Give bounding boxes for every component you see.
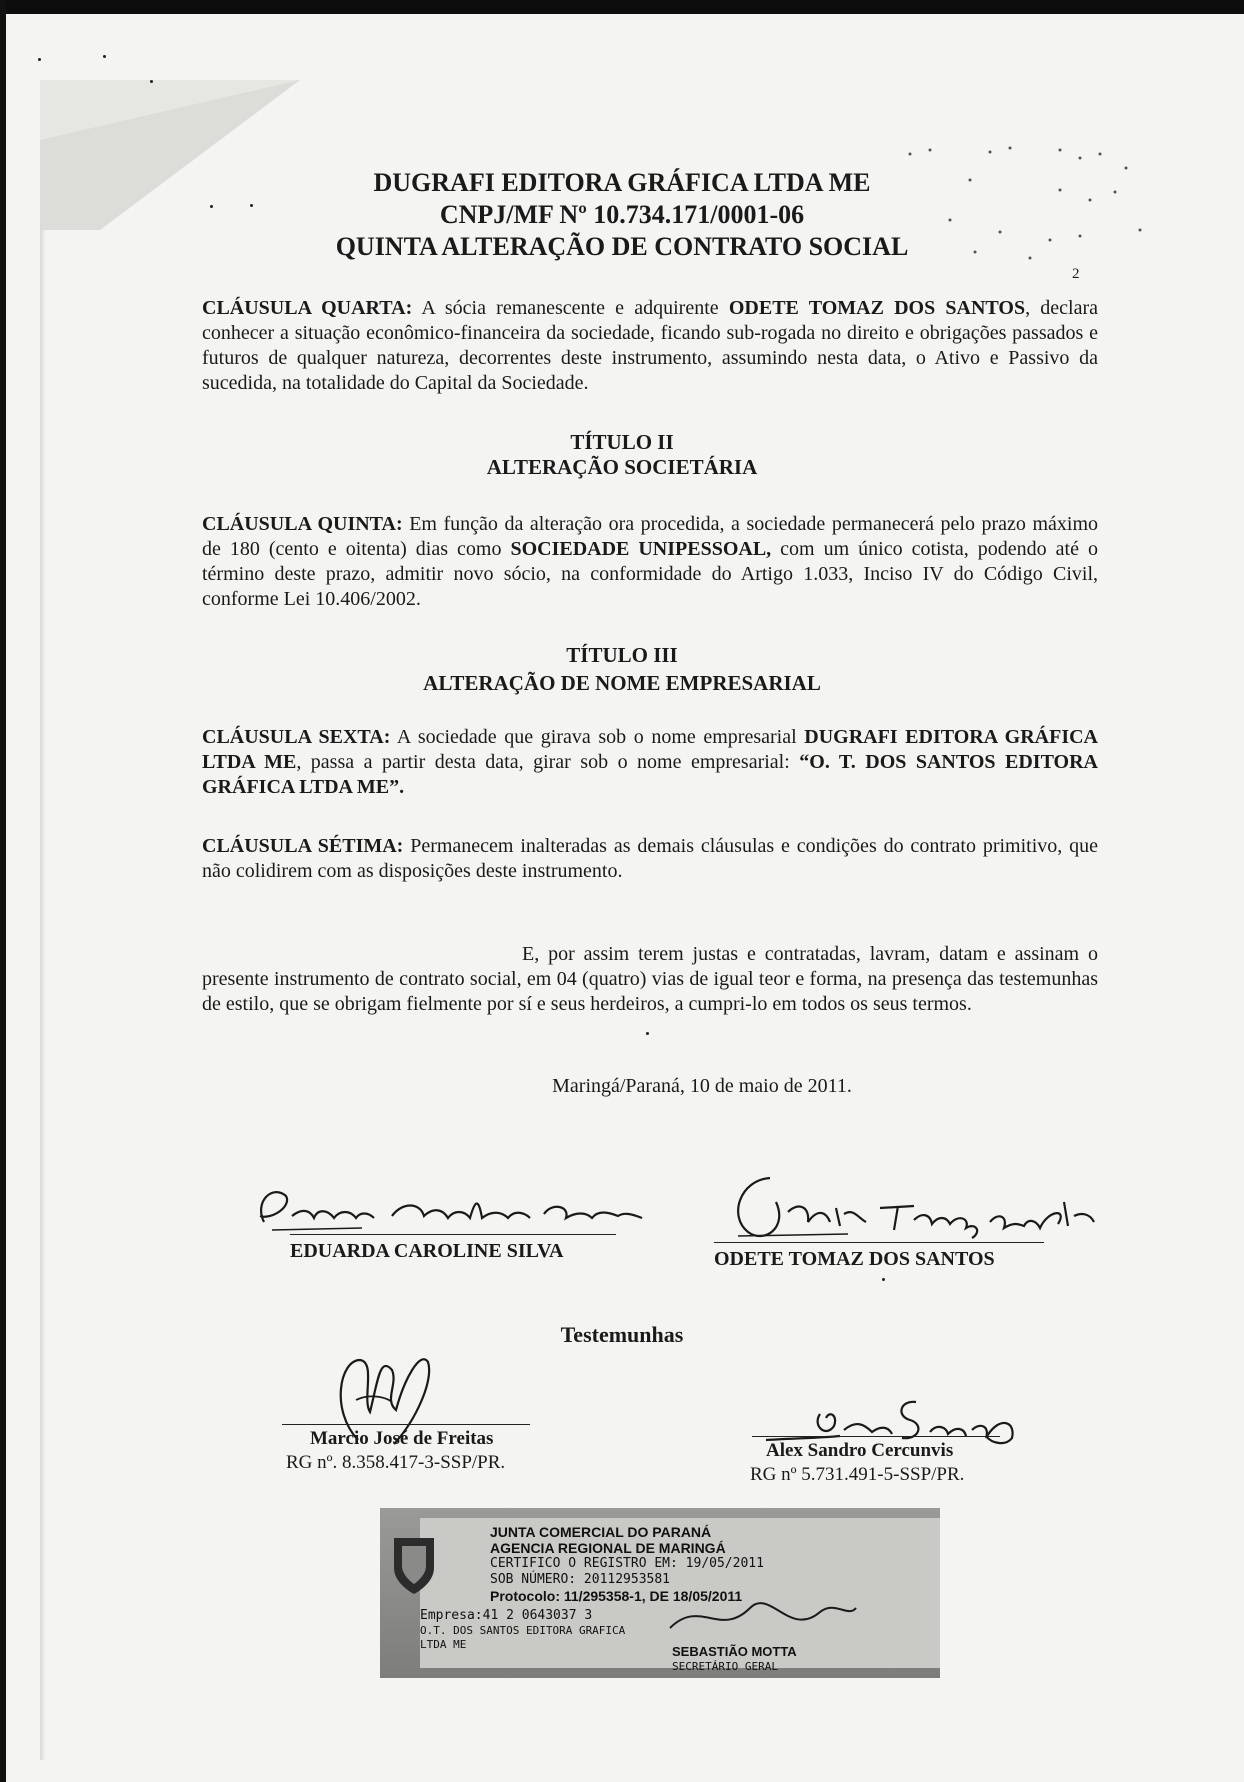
stamp-line-9: SEBASTIÃO MOTTA	[672, 1644, 797, 1659]
clausula-setima-text: Permanecem inalteradas as demais cláusulas e condições do contrato primitivo, que não colidirem com as disposições deste instrumento.	[202, 835, 1099, 882]
alteration-heading: QUINTA ALTERAÇÃO DE CONTRATO SOCIAL	[335, 232, 909, 261]
coat-of-arms-icon	[384, 1528, 444, 1598]
place-date: Maringá/Paraná, 10 de maio de 2011.	[552, 1075, 852, 1097]
clausula-quarta-label: CLÁUSULA QUARTA:	[202, 297, 413, 319]
witness1-line	[282, 1424, 530, 1425]
clausula-setima	[202, 834, 1098, 884]
clausula-sexta-text2: , passa a partir desta data, girar sob o nome empresarial:	[296, 751, 800, 773]
clausula-quarta-text1: A sócia remanescente e adquirente	[412, 297, 729, 319]
cnpj-heading: CNPJ/MF Nº 10.734.171/0001-06	[439, 200, 805, 229]
clausula-sexta-text1: A sociedade que girava sob o nome empresarial	[390, 726, 805, 748]
witness2-line	[752, 1436, 1000, 1437]
titulo-ii-heading: TÍTULO II	[570, 430, 674, 454]
stamp-line-10: SECRETÁRIO GERAL	[672, 1660, 778, 1673]
stamp-signature-icon	[660, 1578, 860, 1648]
stamp-line-7: O.T. DOS SANTOS EDITORA GRAFICA	[420, 1624, 626, 1637]
scan-speck	[882, 1278, 885, 1281]
signatory-left-name: EDUARDA CAROLINE SILVA	[290, 1240, 564, 1262]
witness2-rg: RG nº 5.731.491-5-SSP/PR.	[750, 1464, 965, 1485]
scan-speck	[646, 1032, 649, 1035]
witness2-name: Alex Sandro Cercunvis	[766, 1440, 954, 1461]
registration-stamp	[380, 1508, 940, 1678]
stamp-line-1: JUNTA COMERCIAL DO PARANÁ	[490, 1524, 712, 1540]
page-number: 2	[1072, 266, 1080, 282]
scan-border-left	[0, 0, 6, 1782]
witnesses-heading: Testemunhas	[560, 1322, 684, 1347]
witness1-rg: RG nº. 8.358.417-3-SSP/PR.	[286, 1452, 506, 1473]
clausula-quarta-name: ODETE TOMAZ DOS SANTOS	[728, 297, 1026, 319]
titulo-iii-heading: TÍTULO III	[566, 643, 678, 667]
clausula-sexta-old-name: DUGRAFI EDITORA GRÁFICA LTDA ME	[202, 726, 1099, 773]
signature-line-right	[714, 1242, 1044, 1243]
stamp-line-3: CERTIFICO O REGISTRO EM: 19/05/2011	[490, 1556, 764, 1571]
scan-speck	[38, 58, 41, 61]
stamp-line-8: LTDA ME	[420, 1638, 467, 1651]
clausula-setima-label: CLÁUSULA SÉTIMA:	[202, 835, 404, 857]
clausula-quarta-text2: , declara conhecer a situação econômico-financeira da sociedade, ficando sub-rogada no direito e obrigações passados e futuros de qualquer natureza, decorrentes deste instrumento, assumindo nesta data, o Ativo e Passivo da sucedida, na totalidade do Capital da Sociedade.	[202, 297, 1099, 394]
clausula-quinta-label: CLÁUSULA QUINTA:	[202, 513, 403, 535]
clausula-sexta	[202, 725, 1098, 800]
clausula-sexta-new-name: “O. T. DOS SANTOS EDITORA GRÁFICA LTDA ME”.	[202, 751, 1098, 798]
stamp-line-2: AGENCIA REGIONAL DE MARINGÁ	[490, 1540, 726, 1556]
stamp-line-6: Empresa:41 2 0643037 3	[420, 1608, 593, 1623]
signatory-right-name: ODETE TOMAZ DOS SANTOS	[714, 1248, 995, 1270]
clausula-quinta-text1: Em função da alteração ora procedida, a sociedade permanecerá pelo prazo máximo de 180 (cento e oitenta) dias como	[202, 513, 1098, 560]
closing-paragraph: E, por assim terem justas e contratadas, lavram, datam e assinam o presente instrumento de contrato social, em 04 (quatro) vias de igual teor e forma, na presença das testemunhas de estilo, que se obrigam fielmente por sí e seus herdeiros, a cumpri-lo em todos os seus termos.	[202, 943, 1098, 1015]
scan-speck	[103, 55, 106, 58]
stamp-line-4: SOB NÚMERO: 20112953581	[490, 1572, 671, 1587]
stamp-line-5: Protocolo: 11/295358-1, DE 18/05/2011	[490, 1588, 743, 1604]
clausula-quinta-text2: com um único cotista, podendo até o término deste prazo, admitir novo sócio, na conformidade do Artigo 1.033, Inciso IV do Código Civil, conforme Lei 10.406/2002.	[202, 538, 1098, 610]
titulo-ii-subheading: ALTERAÇÃO SOCIETÁRIA	[486, 455, 758, 479]
witness1-name: Marcio José de Freitas	[310, 1428, 494, 1449]
scan-border-top	[0, 0, 1244, 14]
titulo-iii-subheading: ALTERAÇÃO DE NOME EMPRESARIAL	[423, 671, 821, 695]
signature-line-left	[290, 1234, 616, 1235]
clausula-quarta	[202, 296, 1098, 396]
eduarda-signature-icon	[252, 1172, 652, 1242]
clausula-quinta-emphasis: SOCIEDADE UNIPESSOAL,	[510, 538, 772, 560]
scan-speck	[150, 80, 153, 83]
page-edge-shadow	[40, 80, 46, 1760]
company-name-heading: DUGRAFI EDITORA GRÁFICA LTDA ME	[373, 168, 871, 197]
clausula-quinta	[202, 512, 1098, 612]
odete-signature-icon	[718, 1172, 1098, 1252]
clausula-sexta-label: CLÁUSULA SEXTA:	[202, 726, 391, 748]
